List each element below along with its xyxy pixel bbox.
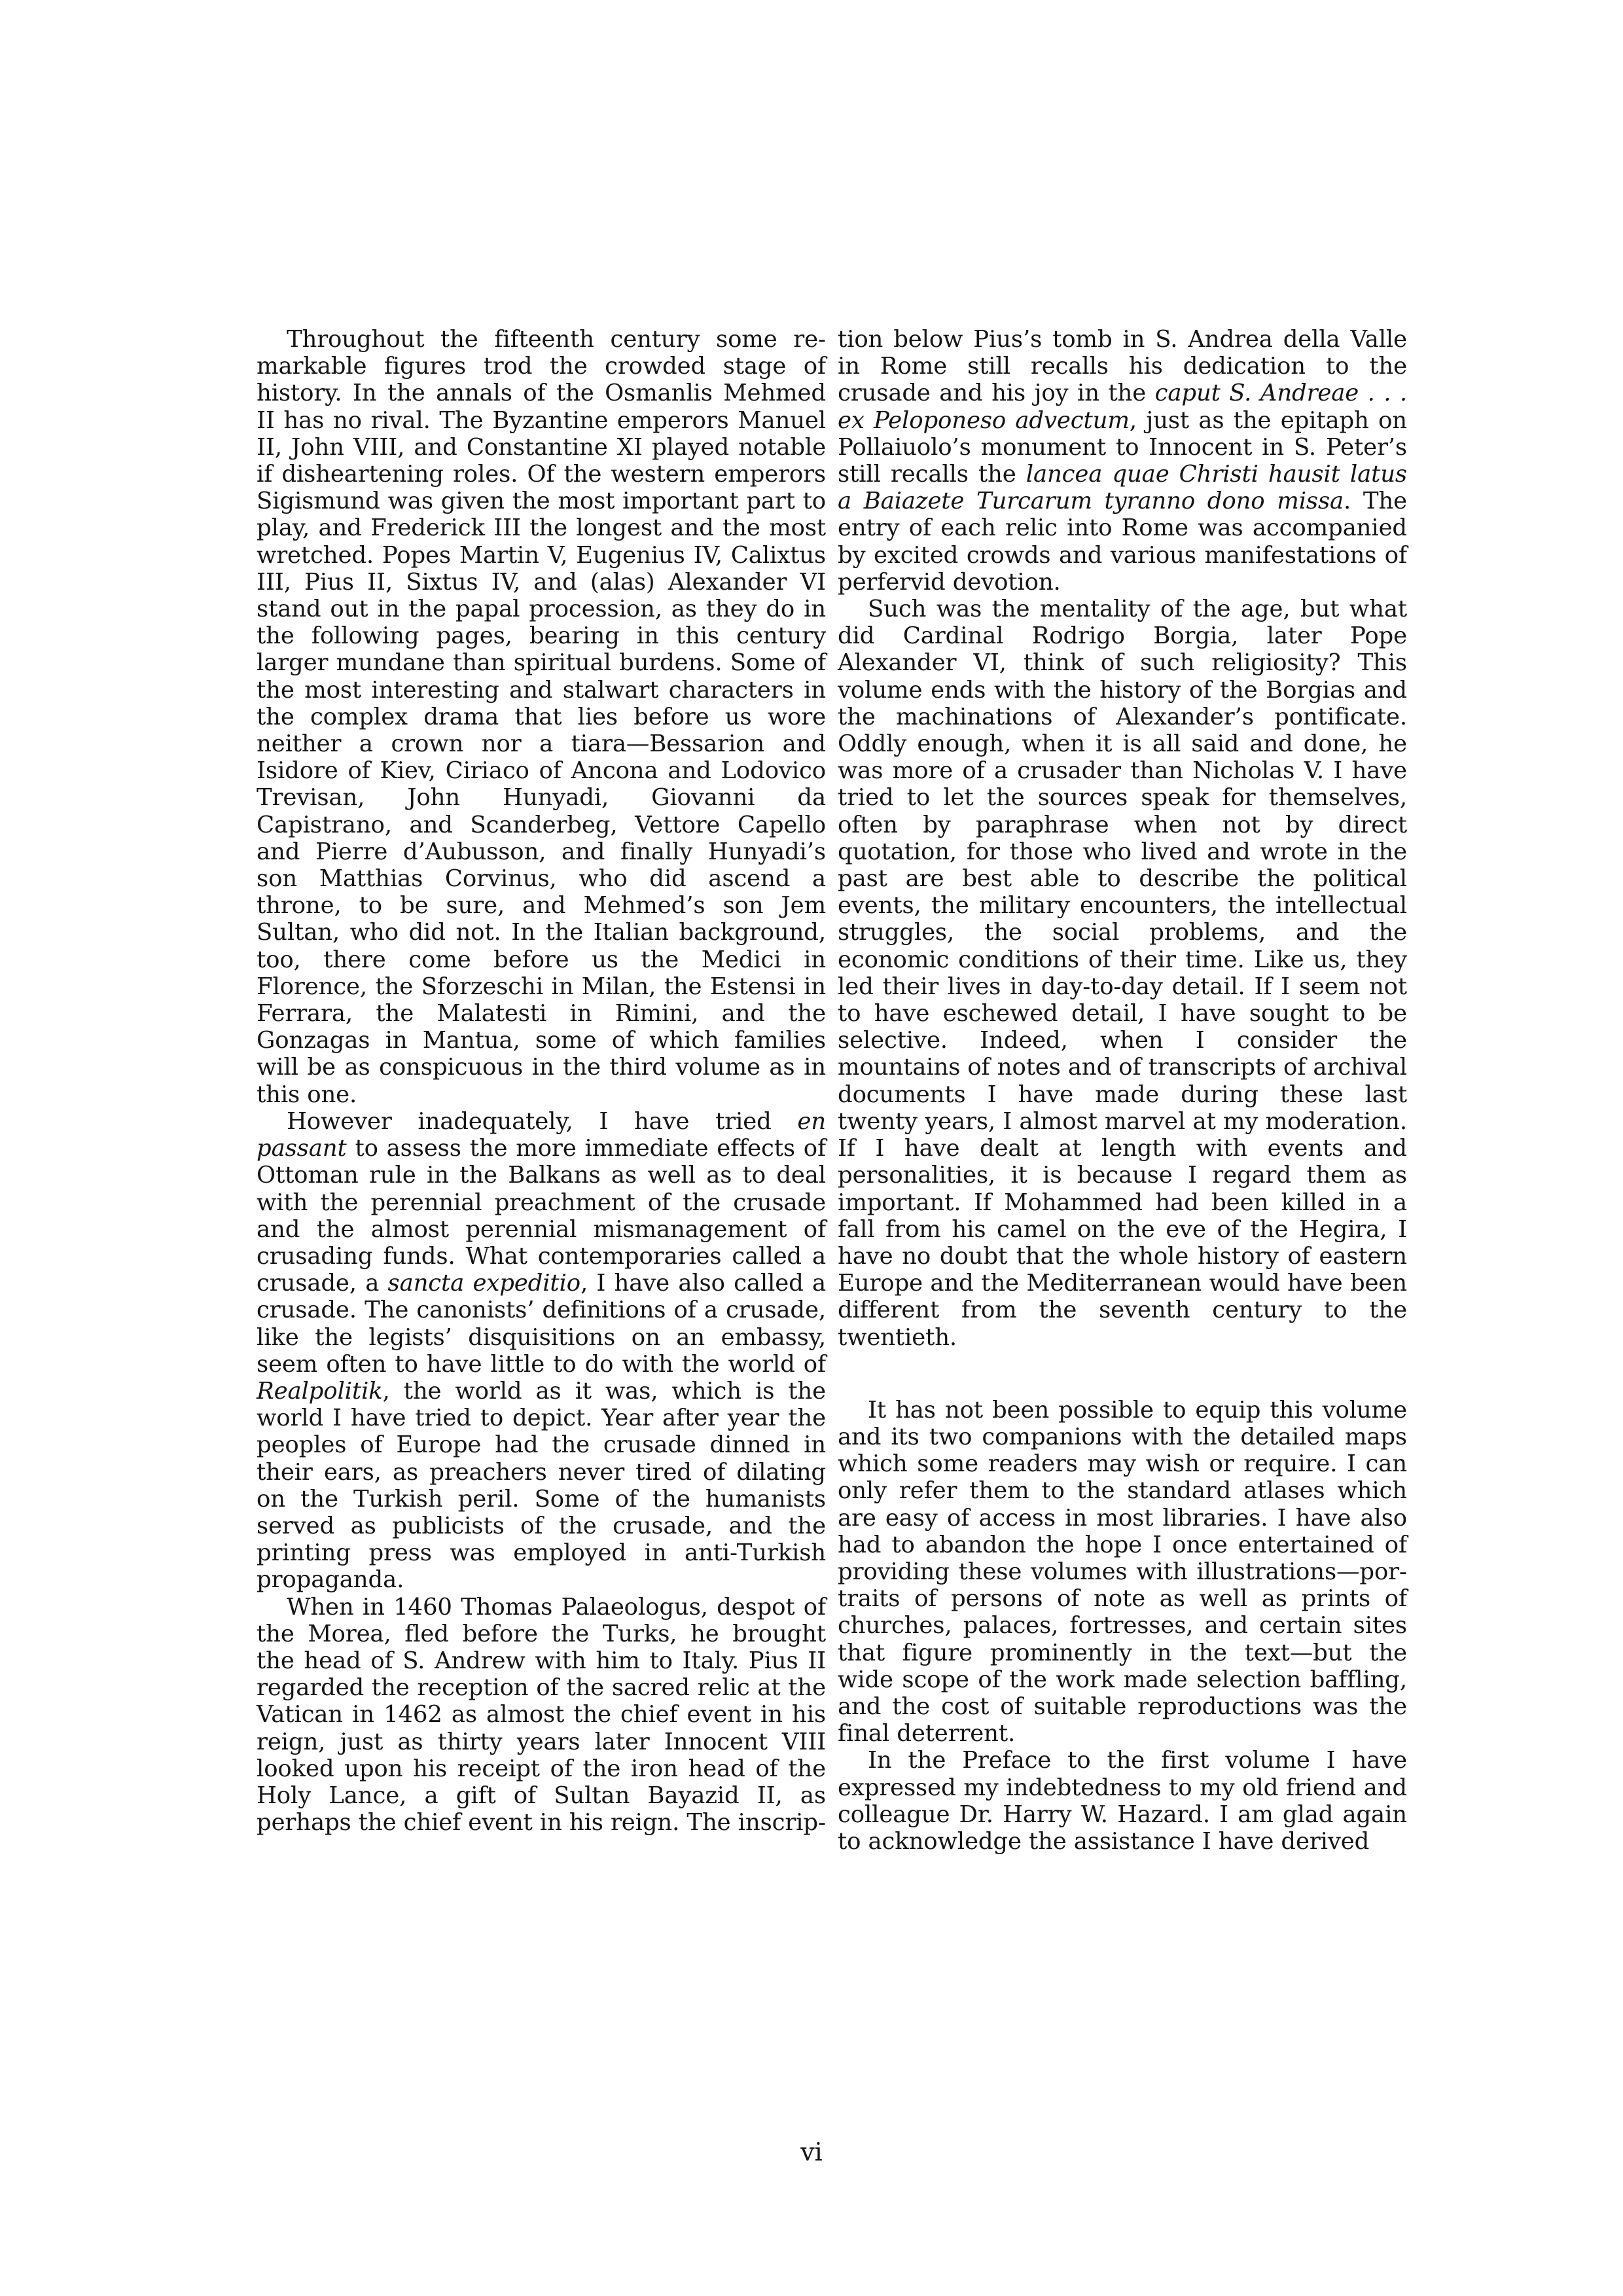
- text-run: It has not been possible to equip this volume and its two companions with the detailed maps which some readers may wish or require. I can only refer them to the standard atlases which are easy of access in most libraries. I have also had to abandon the hope I once entertained of providing these volumes with illustrations—portraits of persons of note as well as prints of churches, palaces, fortresses, and certain sites that figure prominently in the text—but the wide scope of the work made selection baffling, and the cost of suitable reproductions was the final deterrent.: [838, 1396, 1407, 1748]
- page-number: vi: [800, 2138, 823, 2166]
- paragraph: [838, 596, 1407, 1351]
- italic-phrase: lancea quae Christi hausit latus a Baiazete Turcarum tyranno dono missa: [838, 461, 1407, 515]
- text-run: , the world as it was, which is the world I have tried to depict. Year after year the peoples of Europe had the crusade dinned in their ears, as preachers never tired of dilating on the Turkish peril. Some of the humanists served as publicists of the crusade, and the printing press was employed in anti-Turkish propaganda.: [257, 1377, 826, 1594]
- text-run: However inadequately, I have tried: [287, 1107, 798, 1135]
- italic-phrase: Realpolitik: [257, 1377, 383, 1405]
- text-run: Such was the mentality of the age, but what did Cardinal Rodrigo Borgia, later Pope Alexander VI, think of such religiosity? This volume ends with the history of the Borgias and the machinations of Alexander’s pontificate. Oddly enough, when it is all said and done, he was more of a crusader than Nicholas V. I have tried to let the sources speak for themselves, often by paraphrase when not by direct quotation, for those who lived and wrote in the past are best able to describe the political events, the military encounters, the intellectual struggles, the social problems, and the economic conditions of their time. Like us, they led their lives in day-to-day detail. If I seem not to have eschewed detail, I have sought to be selective. Indeed, when I consider the mountains of notes and of transcripts of archival documents I have made during these last twenty years, I almost marvel at my moderation. If I have dealt at length with events and personalities, it is because I regard them as important. If Mohammed had been killed in a fall from his camel on the eve of the Hegira, I have no doubt that the whole history of eastern Europe and the Mediterranean would have been different from the seventh century to the twentieth.: [838, 596, 1407, 1351]
- text-run: to assess the more immediate effects of Ottoman rule in the Balkans as well as to deal with the perennial preachment of the crusade and the almost perennial mismanagement of crusading funds. What contemporaries called a crusade, a: [257, 1135, 826, 1297]
- paragraph: [257, 326, 826, 1108]
- text-run: , just as the epitaph on Pollaiuolo’s monument to Innocent in S. Peter’s still recalls the: [838, 406, 1408, 488]
- paragraph: [838, 1397, 1407, 1748]
- italic-phrase: caput S. Andreae . . . ex Peloponeso advectum: [838, 380, 1408, 434]
- paragraph: [257, 1108, 826, 1594]
- text-run: tion below Pius’s tomb in S. Andrea della Valle in Rome still recalls his dedication to the crusade and his joy in the: [838, 326, 1407, 407]
- text-run: When in 1460 Thomas Palaeologus, despot of the Morea, fled before the Turks, he brought the head of S. Andrew with him to Italy. Pius II regarded the reception of the sacred relic at the Vatican in 1462 as almost the chief event in his reign, just as thirty years later Innocent VIII looked upon his receipt of the iron head of the Holy Lance, a gift of Sultan Bayazid II, as perhaps the chief event in his reign. The inscrip-: [257, 1593, 826, 1837]
- italic-phrase: sancta expeditio: [387, 1270, 580, 1297]
- text-run: Throughout the fifteenth century some remarkable figures trod the crowded stage of history. In the annals of the Osmanlis Mehmed II has no rival. The Byzantine emperors Manuel II, John VIII, and Constantine XI played notable if disheartening roles. Of the western emperors Sigismund was given the most important part to play, and Frederick III the longest and the most wretched. Popes Martin V, Eugenius IV, Calixtus III, Pius II, Sixtus IV, and (alas) Alexander VI stand out in the papal procession, as they do in the following pages, bearing in this century larger mundane than spiritual burdens. Some of the most interesting and stalwart characters in the complex drama that lies before us wore neither a crown nor a tiara—Bessarion and Isidore of Kiev, Ciriaco of Ancona and Lodovico Trevisan, John Hunyadi, Giovanni da Capistrano, and Scanderbeg, Vettore Capello and Pierre d’Aubusson, and finally Hunyadi’s son Matthias Corvinus, who did ascend a throne, to be sure, and Mehmed’s son Jem Sultan, who did not. In the Italian background, too, there come before us the Medici in Florence, the Sforzeschi in Milan, the Estensi in Ferrara, the Malatesti in Rimini, and the Gonzagas in Mantua, some of which families will be as conspicuous in the third volume as in this one.: [257, 326, 826, 1108]
- paragraph: [257, 1594, 826, 1837]
- text-run: . The entry of each relic into Rome was accompanied by excited crowds and various manifestations of perfervid devotion.: [838, 488, 1407, 596]
- paragraph: [838, 326, 1407, 596]
- text-run: , I have also called a crusade. The canonists’ definitions of a crusade, like the legists’ disquisitions on an embassy, seem often to have little to do with the world of: [257, 1270, 826, 1378]
- text-run: In the Preface to the first volume I have expressed my indebtedness to my old friend and colleague Dr. Harry W. Hazard. I am glad again to acknowledge the assistance I have derived: [838, 1747, 1407, 1855]
- left-text-column: [257, 326, 826, 1836]
- paragraph: [838, 1747, 1407, 1855]
- right-text-column: [838, 326, 1407, 1855]
- italic-phrase: en passant: [257, 1107, 826, 1162]
